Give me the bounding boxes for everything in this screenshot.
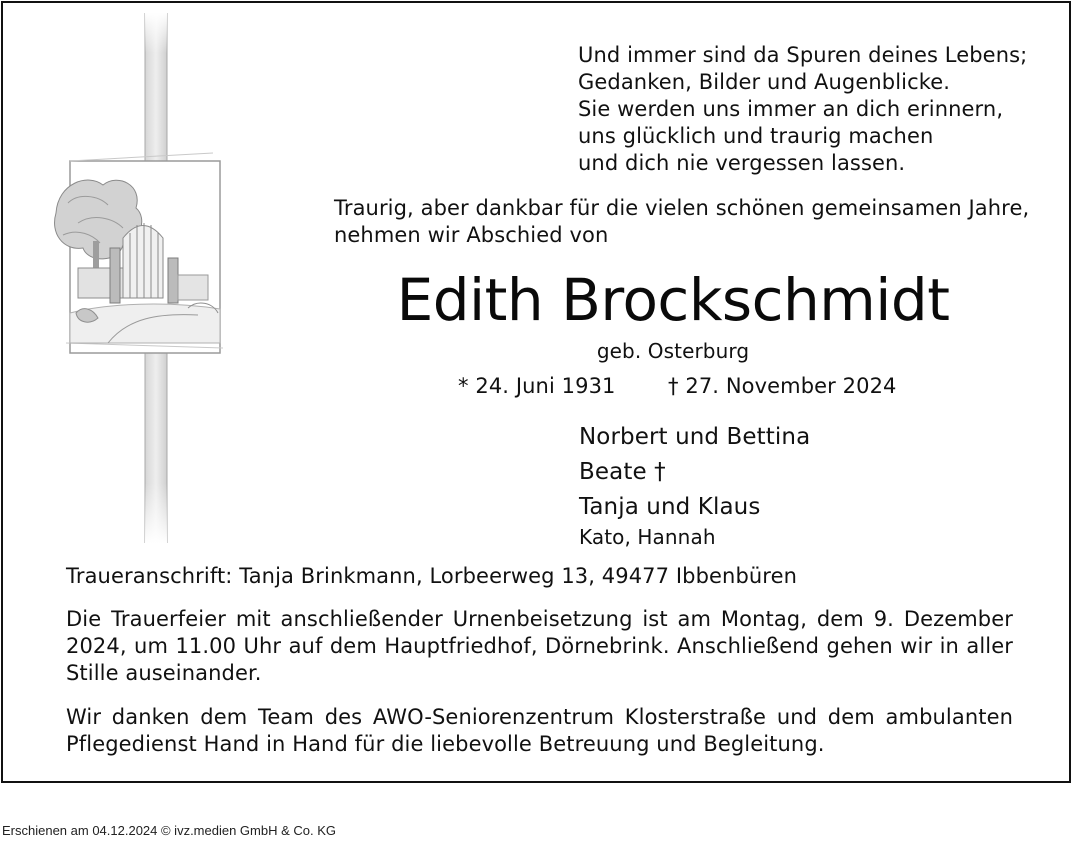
intro-line: Traurig, aber dankbar für die vielen schönen gemeinsamen Jahre, (334, 196, 1030, 220)
funeral-notice: Die Trauerfeier mit anschließender Urnenbeisetzung ist am Montag, dem 9. Dezember 2024, um 11.00 Uhr auf dem Hauptfriedhof, Dörnebrink. Anschließend gehen wir in aller Stille auseinander. (66, 607, 1013, 685)
garden-gate-illustration (48, 13, 228, 543)
family-member: Norbert und Bettina (579, 424, 811, 450)
obituary-ad (1, 1, 1071, 783)
intro-line: nehmen wir Abschied von (334, 223, 609, 247)
thanks-notice: Wir danken dem Team des AWO-Seniorenzentrum Klosterstraße und dem ambulanten Pflegedienst Hand in Hand für die liebevolle Betreuung und Begleitung. (66, 705, 1013, 756)
poem-line: Und immer sind da Spuren deines Lebens; (578, 43, 1028, 67)
death-date: † 27. November 2024 (668, 374, 897, 398)
poem-line: Sie werden uns immer an dich erinnern, (578, 97, 1004, 121)
maiden-name: geb. Osterburg (596, 339, 750, 363)
farewell-intro (334, 195, 1030, 249)
memorial-poem (578, 42, 1058, 177)
mourning-family (579, 420, 1019, 549)
deceased-name: Edith Brockschmidt (396, 266, 950, 334)
poem-line: und dich nie vergessen lassen. (578, 151, 906, 175)
family-member: Tanja und Klaus (579, 494, 761, 520)
birth-date: * 24. Juni 1931 (458, 374, 616, 398)
publication-footer: Erschienen am 04.12.2024 © ivz.medien GmbH & Co. KG (2, 823, 337, 838)
family-member: Beate † (579, 459, 666, 485)
poem-line: Gedanken, Bilder und Augenblicke. (578, 70, 951, 94)
life-dates (458, 373, 1018, 400)
poem-line: uns glücklich und traurig machen (578, 124, 934, 148)
mourning-address: Traueranschrift: Tanja Brinkmann, Lorbeerweg 13, 49477 Ibbenbüren (66, 564, 797, 588)
grandchildren: Kato, Hannah (579, 525, 716, 549)
